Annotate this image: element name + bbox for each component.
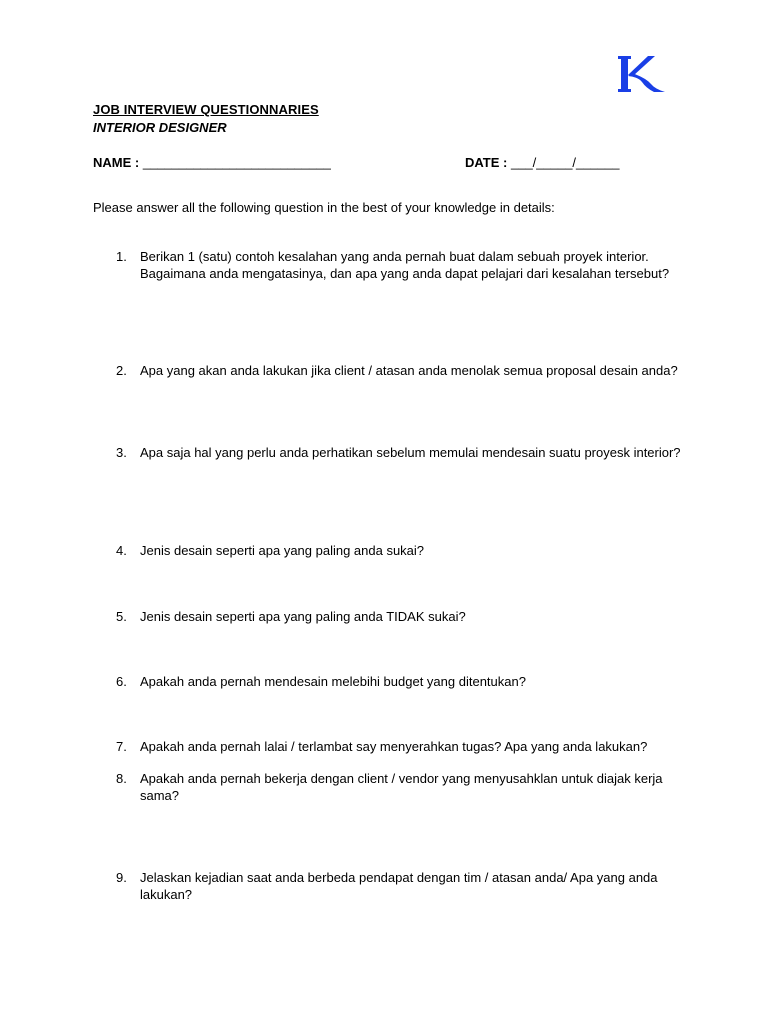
question-number: 2. (116, 363, 127, 378)
question-text: Apa saja hal yang perlu anda perhatikan sebelum memulai mendesain suatu proyesk interior? (140, 445, 681, 460)
name-label: NAME : (93, 155, 143, 170)
question-text: Apakah anda pernah mendesain melebihi budget yang ditentukan? (140, 674, 526, 689)
question-text: Jelaskan kejadian saat anda berbeda pendapat dengan tim / atasan anda/ Apa yang anda lakukan? (140, 870, 658, 902)
name-field[interactable] (93, 155, 331, 170)
question-number: 7. (116, 739, 127, 754)
company-logo (618, 54, 668, 94)
question-text: Apakah anda pernah lalai / terlambat say menyerahkan tugas? Apa yang anda lakukan? (140, 739, 648, 754)
question-text: Jenis desain seperti apa yang paling anda sukai? (140, 543, 425, 558)
question-number: 1. (116, 249, 127, 264)
instruction-text: Please answer all the following question in the best of your knowledge in details: (93, 200, 555, 215)
question-number: 8. (116, 771, 127, 786)
question-number: 3. (116, 445, 127, 460)
question-text: Berikan 1 (satu) contoh kesalahan yang anda pernah buat dalam sebuah proyek interior. Bagaimana anda mengatasinya, dan apa yang anda dapat pelajari dari kesalahan tersebut? (140, 249, 670, 281)
document-subtitle: INTERIOR DESIGNER (93, 120, 227, 135)
question-number: 4. (116, 543, 127, 558)
name-blank[interactable]: __________________________ (142, 155, 331, 170)
date-field[interactable] (465, 155, 619, 170)
question-text: Apakah anda pernah bekerja dengan client / vendor yang menyusahklan untuk diajak kerja sama? (140, 771, 663, 803)
question-number: 5. (116, 609, 127, 624)
question-text: Jenis desain seperti apa yang paling anda TIDAK sukai? (140, 609, 466, 624)
question-text: Apa yang akan anda lakukan jika client / atasan anda menolak semua proposal desain anda? (140, 363, 678, 378)
question-number: 9. (116, 870, 127, 885)
document-title: JOB INTERVIEW QUESTIONNARIES (93, 102, 319, 117)
date-blank[interactable]: ___/_____/______ (510, 155, 620, 170)
date-label: DATE : (465, 155, 511, 170)
question-number: 6. (116, 674, 127, 689)
